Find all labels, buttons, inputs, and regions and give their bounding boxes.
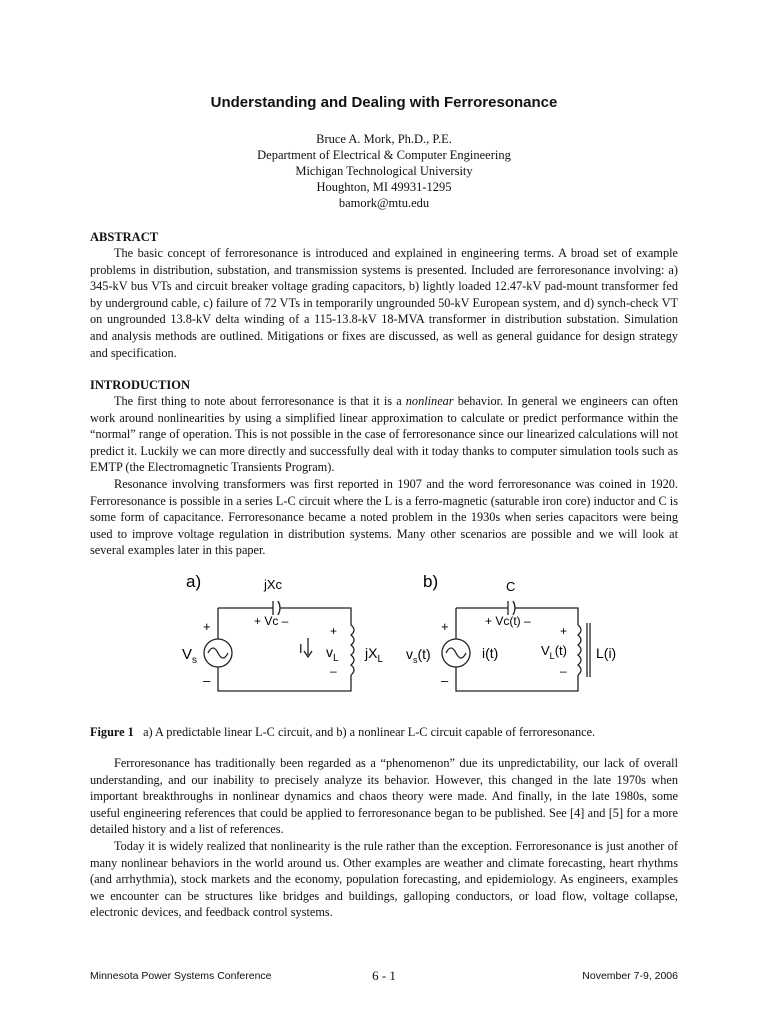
figure-a-vl-minus: –	[330, 664, 337, 678]
figure-a-vs: $V_s$	[182, 646, 198, 666]
figure-a-current: I	[299, 641, 303, 656]
figure-b-vs: $v_s(t)$	[406, 646, 431, 665]
figure-b-plus: +	[441, 619, 449, 634]
inductor-b-icon	[578, 625, 581, 675]
capacitor-b-plate-2	[513, 601, 515, 615]
page-footer	[90, 968, 678, 984]
intro-p1-start: The first thing to note about ferroresonance is that it is a	[114, 394, 406, 408]
footer-date: November 7-9, 2006	[582, 970, 678, 982]
intro-p1-end: behavior. In general we engineers can often work around nonlinearities by using a simplified linear approximation to calculate or predict performance within the “normal” range of operation. This is not possible in the case of ferroresonance since our linearized calculations will not predict it. Luckily we can more directly and successfully deal with it today thanks to computer simulation tools such as EMTP (the Electromagnetic Transients Program).	[90, 394, 678, 475]
footer-page-number: 6 - 1	[372, 968, 396, 983]
introduction-heading: INTRODUCTION	[90, 378, 191, 392]
author-address: Houghton, MI 49931-1295	[316, 180, 452, 194]
figure-b-li: L(i)	[596, 645, 617, 661]
figure-a-label: a)	[186, 572, 202, 591]
abstract-section	[90, 229, 678, 361]
footer-conference: Minnesota Power Systems Conference	[90, 970, 272, 982]
figure-caption	[90, 724, 710, 740]
figure-b-vc: + Vc(t) –	[485, 614, 531, 628]
introduction-paragraph-1	[90, 393, 678, 476]
figure-b-vl-minus: –	[560, 664, 567, 678]
introduction-section	[90, 377, 678, 559]
circuit-figure	[168, 563, 626, 709]
figure-a-plus: +	[203, 619, 211, 634]
figure-b-c: C	[506, 579, 516, 594]
figure-b-vl-plus: +	[560, 624, 568, 638]
figure-a-vc: + Vc –	[254, 614, 289, 628]
figure-a-vl: $v_L$	[326, 644, 339, 664]
figure-caption-text: a) A predictable linear L-C circuit, and b) a nonlinear L-C circuit capable of ferroresonance.	[143, 725, 596, 739]
author-department: Department of Electrical & Computer Engineering	[257, 148, 511, 162]
capacitor-a-plate-2	[278, 601, 280, 615]
abstract-text: The basic concept of ferroresonance is introduced and explained in engineering terms. A broad set of example problems in distribution, substation, and transmission systems is presented. Included are ferroresonance involving: a) 345-kV bus VTs and circuit breaker voltage grading capacitors, b) lightly loaded 12.47-kV pad-mount transformer fed by underground cable, c) failure of 72 VTs in temporarily ungrounded 50-kV European system, and d) synch-check VT on ungrounded 13.8-kV delta winding of a 115-13.8-kV 18-MVA transformer in distribution substation. Simulation and analysis methods are outlined. Mitigations or fixes are discussed, as well as general guidance for design strategy and specification.	[90, 246, 678, 360]
paper-title: Understanding and Dealing with Ferroresonance	[210, 94, 558, 111]
abstract-heading: ABSTRACT	[90, 230, 159, 244]
figure-b-minus: –	[441, 673, 449, 688]
figure-a-vl-plus: +	[330, 624, 338, 638]
inductor-a-icon	[351, 625, 354, 675]
author-email: bamork@mtu.edu	[338, 196, 430, 210]
introduction-paragraph-2: Resonance involving transformers was first reported in 1907 and the word ferroresonance was coined in 1920. Ferroresonance is possible in a series L-C circuit where the L is a ferro-magnetic (saturable iron core) inductor and C is some form of capacitance. Ferroresonance became a noted problem in the 1930s when series capacitors were being used to improve voltage regulation in distribution systems. Many other scenarios are possible and we will look at several examples later in this paper.	[90, 476, 678, 558]
figure-caption-label: Figure 1	[90, 725, 134, 739]
author-block	[0, 131, 768, 211]
figure-a-jxl: $jX_L$	[365, 645, 384, 665]
body-paragraph-3: Ferroresonance has traditionally been regarded as a “phenomenon” due its unpredictability, our lack of overall understanding, and our inability to precisely analyze its behavior. However, this changed in the late 1970s when important breakthroughs in nonlinear dynamics and chaos theory were made. And finally, in the late 1980s, some useful engineering references that could be applied to ferroresonance began to be published. See [4] and [5] for a more detailed history and a list of references.	[90, 756, 678, 837]
author-university: Michigan Technological University	[295, 164, 473, 178]
figure-a-jxc: jXc	[264, 577, 283, 592]
figure-b-vl: $V_L(t)$	[541, 643, 567, 661]
figure-b-label: b)	[423, 572, 439, 591]
body-paragraph-4: Today it is widely realized that nonlinearity is the rule rather than the exception. Ferroresonance is just another of many nonlinear behaviors in the world around us. Other examples are weather and climate forecasting, heart rhythms (and arrhythmia), stock markets and the economy, population forecasting, and epidemiology. As engineers, examples we encounter can be structures like bridges and buildings, galloping conductors, or load flow, voltage collapse, electronic devices, and feedback control systems.	[90, 838, 678, 920]
figure-b-current: i(t)	[482, 645, 499, 661]
intro-p1-emphasis: nonlinear	[405, 394, 454, 408]
figure-a-minus: –	[203, 673, 211, 688]
author-name: Bruce A. Mork, Ph.D., P.E.	[316, 132, 452, 146]
body-section	[90, 755, 678, 921]
